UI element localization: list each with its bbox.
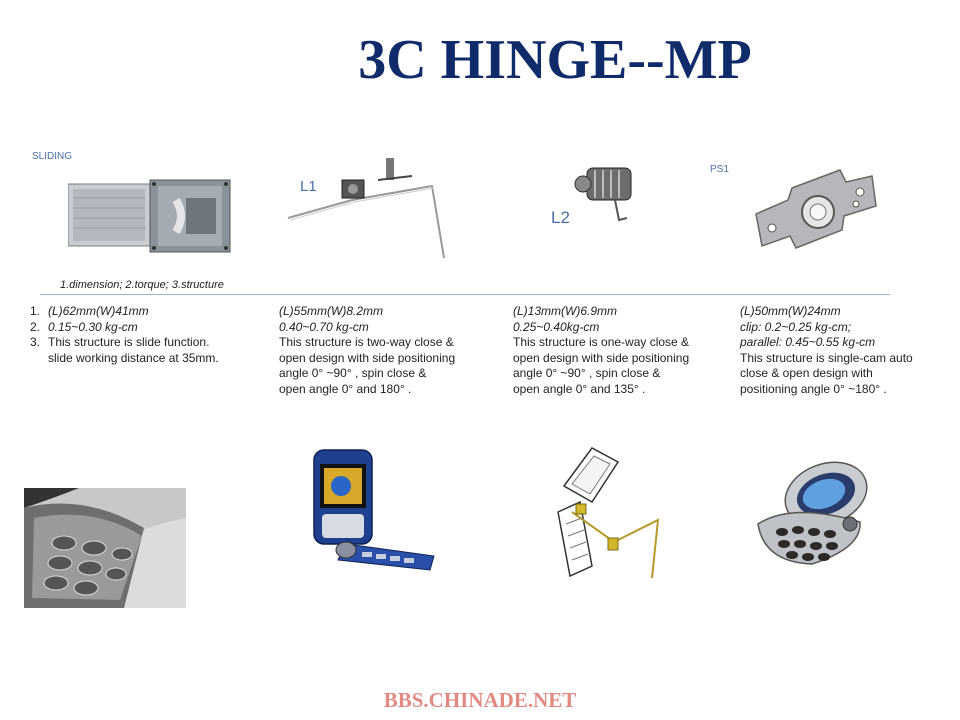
sliding-hinge-image [68,178,243,258]
spec-number: 2. [30,319,41,334]
spec-line: 0.15~0.30 kg-cm [48,319,138,334]
l1-spec [279,304,499,397]
sliding-spec [30,304,270,366]
spec-row [30,351,270,367]
spec-line: 0.25~0.40kg-cm [513,319,600,334]
spec-line: (L)55mm(W)8.2mm [279,304,383,318]
l1-hinge-image [282,150,482,265]
spec-line: (L)13mm(W)6.9mm [513,304,617,318]
spec-line: 0.40~0.70 kg-cm [279,319,369,334]
ps1-label: PS1 [710,164,729,175]
spec-number: 3. [30,335,41,349]
spec-line: This structure is two-way close & [279,335,454,349]
spec-row [30,304,270,320]
ps1-spec [740,304,955,397]
l2-label: L2 [551,208,570,227]
spec-line: This structure is slide function. [48,335,210,349]
l2-spec [513,304,733,397]
l1-panel [282,150,482,265]
spec-line: angle 0° ~90° , spin close & [279,366,427,380]
spec-line: open angle 0° and 135° . [513,381,646,396]
spec-line: This structure is one-way close & [513,335,690,349]
spec-line: angle 0° ~90° , spin close & [513,366,661,380]
spec-line: open angle 0° and 180° . [279,381,412,396]
spec-line: (L)62mm(W)41mm [48,304,149,318]
l2-panel [545,160,665,240]
spec-line: open design with side positioning [513,350,690,365]
spec-line: close & open design with [740,366,873,380]
sliding-panel [30,148,260,293]
footer-watermark: BBS.CHINADE.NET [383,688,577,712]
ps1-panel [708,158,898,268]
sliding-caption: 1.dimension; 2.torque; 3.structure [60,279,224,291]
phone-hinge-drawing [548,446,668,578]
l2-hinge-image [545,160,665,240]
l1-label: L1 [300,178,317,195]
ps1-hinge-image [748,162,878,262]
spec-line: (L)50mm(W)24mm [740,304,841,318]
divider-line [40,294,890,295]
spec-row [30,335,270,351]
sliding-label: SLIDING [32,151,73,162]
slide-title: 3C HINGE--MP [358,29,752,91]
spec-line: parallel: 0.45~0.55 kg-cm [740,335,876,349]
blue-flip-phone-photo [306,448,440,572]
spec-line: slide working distance at 35mm. [48,350,219,365]
spec-line: clip: 0.2~0.25 kg-cm; [740,319,852,334]
spec-line: positioning angle 0° ~180° . [740,381,887,396]
silver-flip-phone-photo [752,454,874,570]
spec-line: This structure is single-cam auto [740,350,913,365]
spec-number: 1. [30,304,41,318]
spec-row [30,320,270,336]
spec-line: open design with side positioning [279,350,456,365]
phone-closeup-photo [24,488,186,608]
